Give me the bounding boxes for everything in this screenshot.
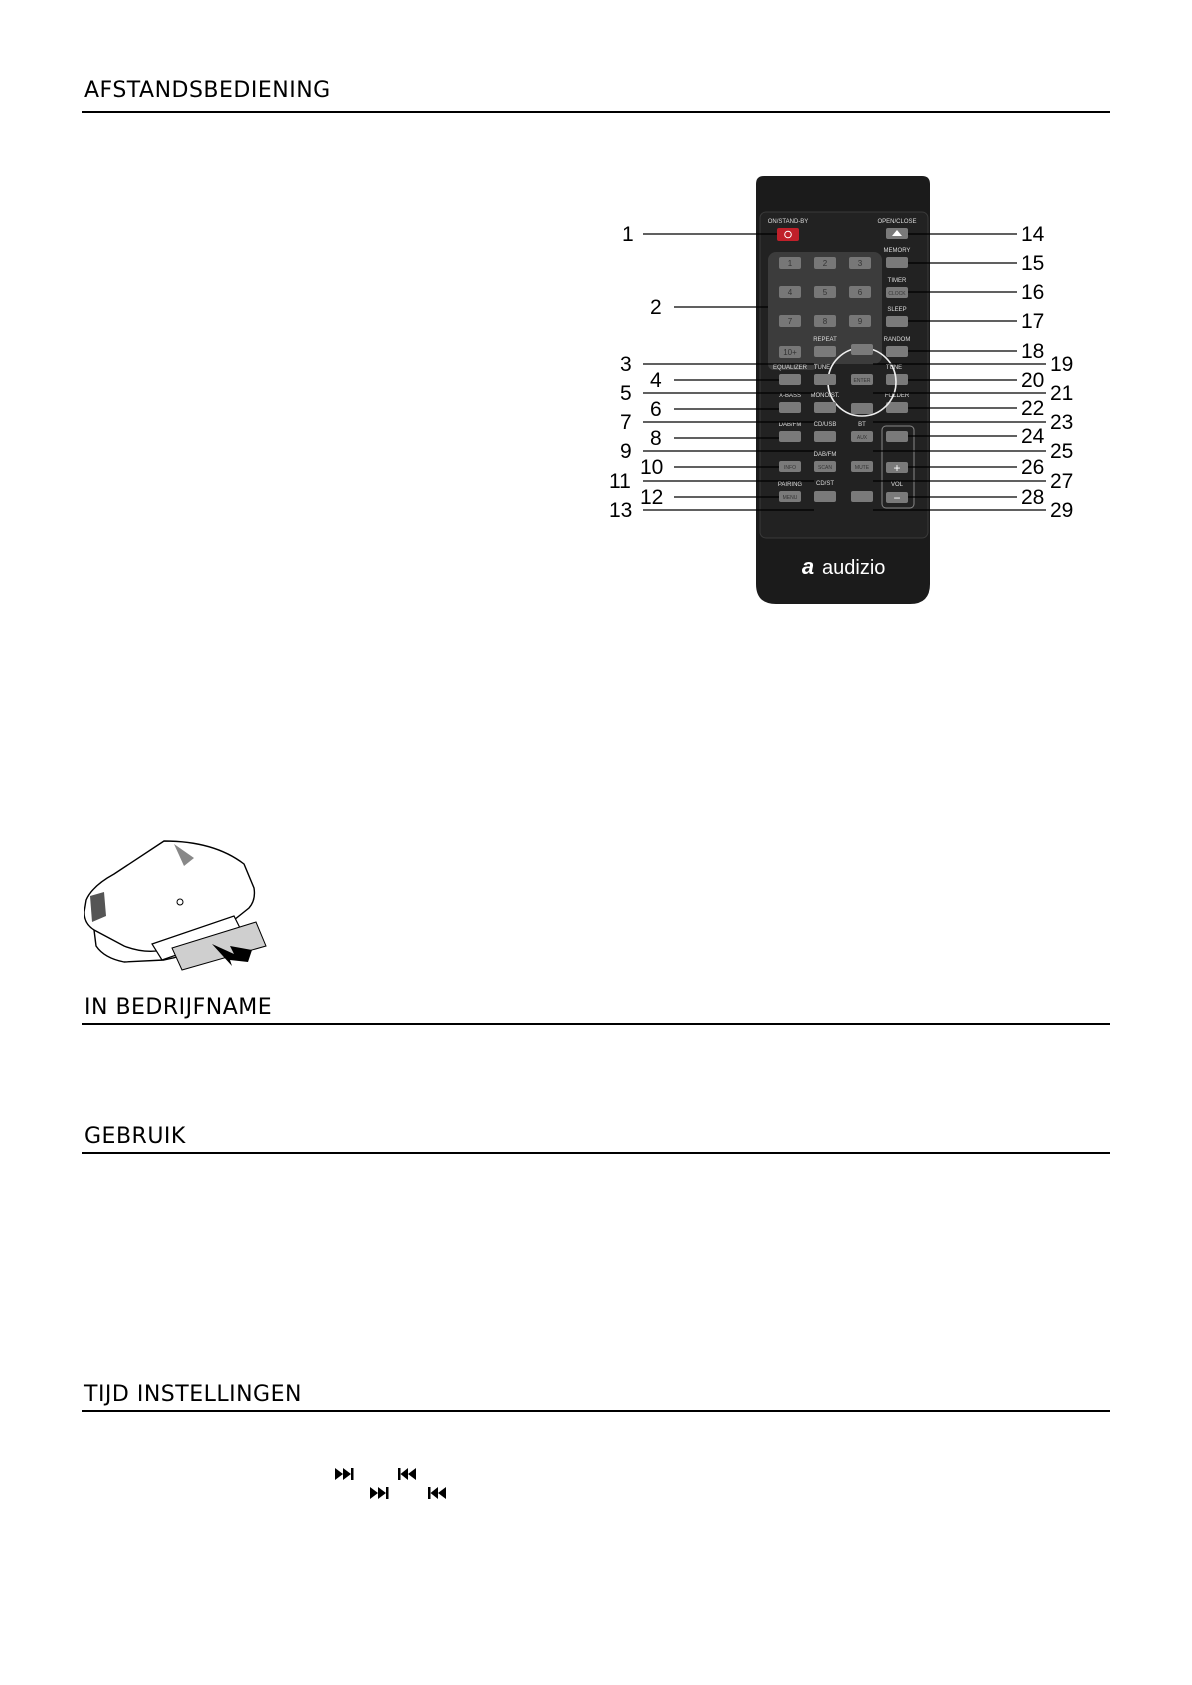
section-rule bbox=[82, 1023, 1110, 1025]
tune-down-button bbox=[814, 374, 836, 385]
keypad-key: 6 bbox=[857, 288, 863, 297]
remote-diagram bbox=[0, 0, 1192, 640]
keypad-key: 4 bbox=[787, 288, 793, 297]
callout-number: 18 bbox=[1021, 340, 1045, 363]
on-standby-label: ON/STAND-BY bbox=[767, 219, 809, 225]
callout-number: 6 bbox=[650, 398, 662, 421]
callout-number: 12 bbox=[640, 486, 664, 509]
callout-number: 7 bbox=[620, 411, 632, 434]
tune-up-button bbox=[886, 374, 908, 385]
menu-label: MENU bbox=[782, 495, 798, 501]
enter-label: ENTER bbox=[853, 378, 871, 384]
memory-label: MEMORY bbox=[883, 248, 911, 254]
next-icon bbox=[370, 1487, 389, 1499]
cd-usb-label: CD/USB bbox=[813, 422, 837, 428]
repeat-button bbox=[814, 346, 836, 357]
tune-down-label: TUNE bbox=[813, 365, 831, 371]
tijd-icons-line2 bbox=[370, 1485, 490, 1503]
pairing-label: PAIRING bbox=[777, 482, 803, 488]
info-label: INFO bbox=[784, 465, 796, 471]
callout-number: 1 bbox=[622, 223, 634, 246]
keypad-key: 10+ bbox=[783, 348, 797, 357]
mono-st-label: MONO/ST. bbox=[810, 393, 840, 399]
keypad-key: 2 bbox=[822, 259, 828, 268]
callout-number: 16 bbox=[1021, 281, 1045, 304]
equalizer-button bbox=[779, 374, 801, 385]
scan-label: SCAN bbox=[818, 465, 832, 471]
sleep-label: SLEEP bbox=[887, 307, 907, 313]
down-button bbox=[851, 403, 873, 414]
dab-fm-button bbox=[779, 431, 801, 442]
x-bass-button bbox=[779, 402, 801, 413]
keypad-key: 9 bbox=[857, 317, 863, 326]
section-title-in-bedrijfname: IN BEDRIJFNAME bbox=[84, 995, 273, 1020]
section-title-tijd-instellingen: TIJD INSTELLINGEN bbox=[84, 1382, 302, 1407]
vol-label: VOL bbox=[890, 482, 904, 488]
keypad-key: 8 bbox=[822, 317, 828, 326]
callout-number: 23 bbox=[1050, 411, 1074, 434]
folder-button bbox=[886, 402, 908, 413]
prev-icon bbox=[428, 1487, 446, 1499]
equalizer-label: EQUALIZER bbox=[772, 365, 808, 371]
dab-fm-2-label: DAB/FM bbox=[813, 452, 837, 458]
x-bass-label: X-BASS bbox=[778, 393, 802, 399]
callout-number: 4 bbox=[650, 369, 662, 392]
bt-label: BT bbox=[858, 422, 866, 428]
mute-icon-button bbox=[886, 431, 908, 442]
keypad-key: 1 bbox=[787, 259, 793, 268]
sleep-button bbox=[886, 316, 908, 327]
callout-number: 11 bbox=[609, 470, 631, 493]
keypad-key: 7 bbox=[787, 317, 793, 326]
callout-number: 22 bbox=[1021, 397, 1045, 420]
section-title-afstandsbediening: AFSTANDSBEDIENING bbox=[84, 78, 331, 103]
callout-number: 19 bbox=[1050, 353, 1074, 376]
section-rule bbox=[82, 1152, 1110, 1154]
callout-number: 24 bbox=[1021, 425, 1045, 448]
repeat-label: REPEAT bbox=[813, 337, 837, 343]
prev-icon bbox=[398, 1468, 416, 1480]
stop-button bbox=[814, 491, 836, 502]
callout-number: 9 bbox=[620, 440, 632, 463]
tijd-icons-line1 bbox=[335, 1466, 455, 1484]
callout-number: 13 bbox=[609, 499, 633, 522]
section-title-gebruik: GEBRUIK bbox=[84, 1124, 186, 1149]
callout-number: 21 bbox=[1050, 382, 1074, 405]
cd-st-label: CD/ST bbox=[816, 481, 834, 487]
callout-number: 14 bbox=[1021, 223, 1045, 246]
callout-number: 20 bbox=[1021, 369, 1045, 392]
open-close-label: OPEN/CLOSE bbox=[877, 219, 917, 225]
folder-label: FOLDER bbox=[884, 393, 910, 399]
callout-number: 28 bbox=[1021, 486, 1045, 509]
plus-icon: + bbox=[893, 461, 901, 475]
dab-fm-label: DAB/FM bbox=[778, 422, 802, 428]
keypad-key: 3 bbox=[857, 259, 863, 268]
mono-st-button bbox=[814, 402, 836, 413]
callout-number: 25 bbox=[1050, 440, 1074, 463]
power-button bbox=[777, 228, 799, 241]
brand-mark: a bbox=[801, 554, 815, 579]
callout-number: 27 bbox=[1050, 470, 1074, 493]
memory-button bbox=[886, 257, 908, 268]
tune-up-label: TUNE bbox=[885, 365, 903, 371]
callout-number: 15 bbox=[1021, 252, 1045, 275]
callout-number: 3 bbox=[620, 353, 632, 376]
mute-label: MUTE bbox=[854, 465, 870, 471]
keypad-key: 5 bbox=[822, 288, 828, 297]
battery-tab-illustration bbox=[84, 836, 274, 972]
timer-label: TIMER bbox=[887, 278, 907, 284]
section-rule bbox=[82, 1410, 1110, 1412]
callout-number: 26 bbox=[1021, 456, 1045, 479]
minus-icon: − bbox=[893, 491, 901, 505]
play-pause-button bbox=[851, 491, 873, 502]
clock-label: CLOCK bbox=[888, 291, 906, 297]
callout-number: 17 bbox=[1021, 310, 1045, 333]
up-button bbox=[851, 344, 873, 355]
aux-label: AUX bbox=[856, 435, 868, 441]
random-button bbox=[886, 346, 908, 357]
callout-number: 2 bbox=[650, 296, 662, 319]
callout-number: 29 bbox=[1050, 499, 1074, 522]
random-label: RANDOM bbox=[883, 337, 911, 343]
callout-number: 5 bbox=[620, 382, 632, 405]
next-icon bbox=[335, 1468, 354, 1480]
callout-number: 10 bbox=[640, 456, 664, 479]
callout-number: 8 bbox=[650, 427, 662, 450]
cd-usb-button bbox=[814, 431, 836, 442]
brand-name: audizio bbox=[822, 557, 886, 579]
